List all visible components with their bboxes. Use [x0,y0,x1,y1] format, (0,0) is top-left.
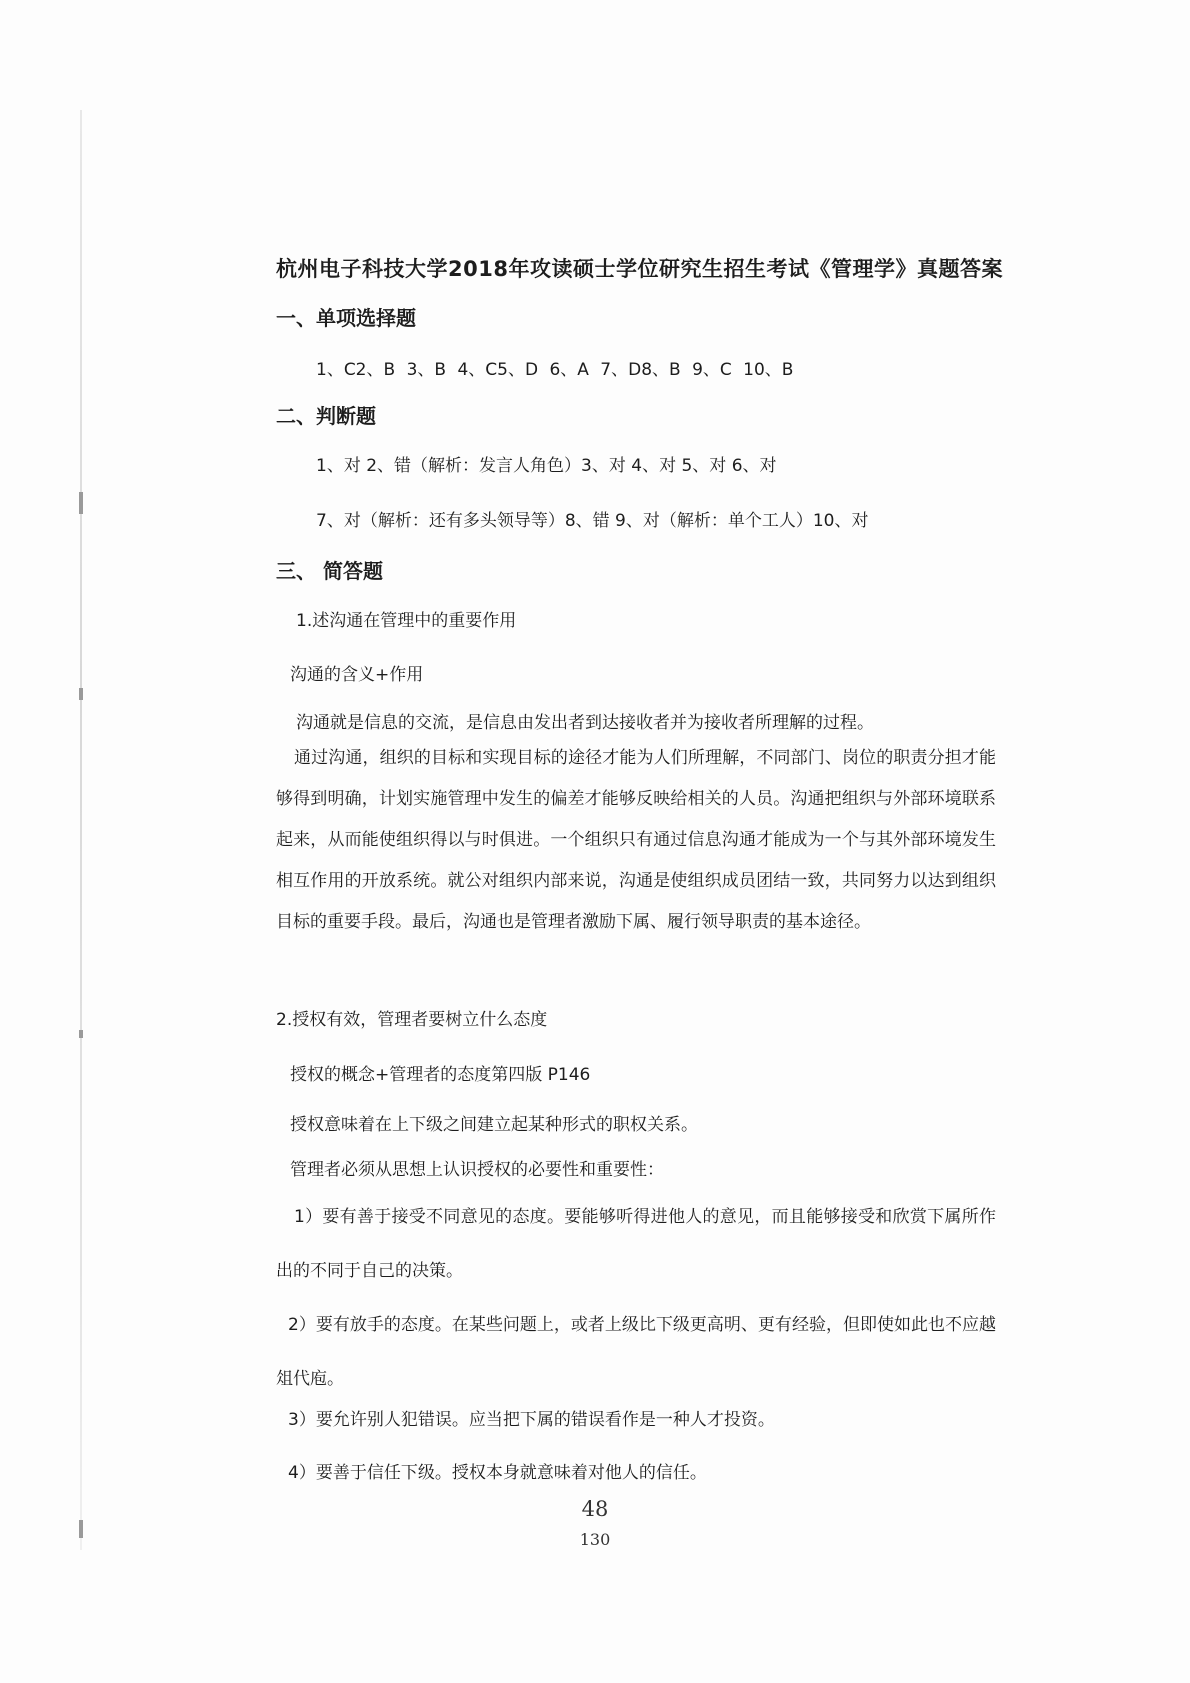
question-1-subtitle: 沟通的含义+作用 [290,665,424,685]
section-heading-multiple-choice: 一、单项选择题 [276,306,416,330]
page-number: 48 [581,1497,609,1521]
question-2-paragraph-1: 授权意味着在上下级之间建立起某种形式的职权关系。 [290,1115,698,1135]
question-1-paragraph-2: 通过沟通，组织的目标和实现目标的途径才能为人们所理解，不同部门、岗位的职责分担才能够得到明确，计划实施管理中发生的偏差才能够反映给相关的人员。沟通把组织与外部环境联系起来，从而能使组织得以与时俱进。一个组织只有通过信息沟通才能成为一个与其外部环境发生相互作用的开放系统。就公对组织内部来说，沟通是使组织成员团结一致，共同努力以达到组织目标的重要手段。最后，沟通也是管理者激励下属、履行领导职责的基本途径。 [276,748,996,932]
true-false-answers-line-2: 7、对（解析：还有多头领导等）8、错 9、对（解析：单个工人）10、对 [316,511,869,531]
question-2-point-3: 3）要允许别人犯错误。应当把下属的错误看作是一种人才投资。 [288,1410,775,1430]
question-2-point-4: 4）要善于信任下级。授权本身就意味着对他人的信任。 [288,1463,707,1483]
section-heading-short-answer: 三、 简答题 [276,559,383,583]
true-false-answers-line-1: 1、对 2、错（解析：发言人角色）3、对 4、对 5、对 6、对 [316,456,777,476]
scan-edge-mark [79,492,83,514]
question-2-point-1: 1）要有善于接受不同意见的态度。要能够听得进他人的意见，而且能够接受和欣赏下属所作出的不同于自己的决策。 [276,1207,996,1281]
document-title: 杭州电子科技大学2018年攻读硕士学位研究生招生考试《管理学》真题答案 [276,257,1003,281]
section-heading-true-false: 二、判断题 [276,404,376,428]
question-2-subtitle: 授权的概念+管理者的态度第四版 P146 [290,1065,591,1085]
scan-edge-mark [79,688,83,700]
question-2-title: 2.授权有效，管理者要树立什么态度 [276,1010,548,1030]
question-1-title: 1.述沟通在管理中的重要作用 [296,611,517,631]
question-2-point-2: 2）要有放手的态度。在某些问题上，或者上级比下级更高明、更有经验，但即使如此也不应越俎代庖。 [276,1315,996,1389]
sheet-number: 130 [579,1530,611,1549]
question-1-paragraph-1: 沟通就是信息的交流，是信息由发出者到达接收者并为接收者所理解的过程。 [296,713,874,733]
scan-edge-line [80,110,82,1550]
scan-edge-mark [79,1030,83,1038]
question-2-paragraph-2: 管理者必须从思想上认识授权的必要性和重要性： [290,1160,664,1180]
multiple-choice-answers: 1、C2、B 3、B 4、C5、D 6、A 7、D8、B 9、C 10、B [316,360,794,380]
